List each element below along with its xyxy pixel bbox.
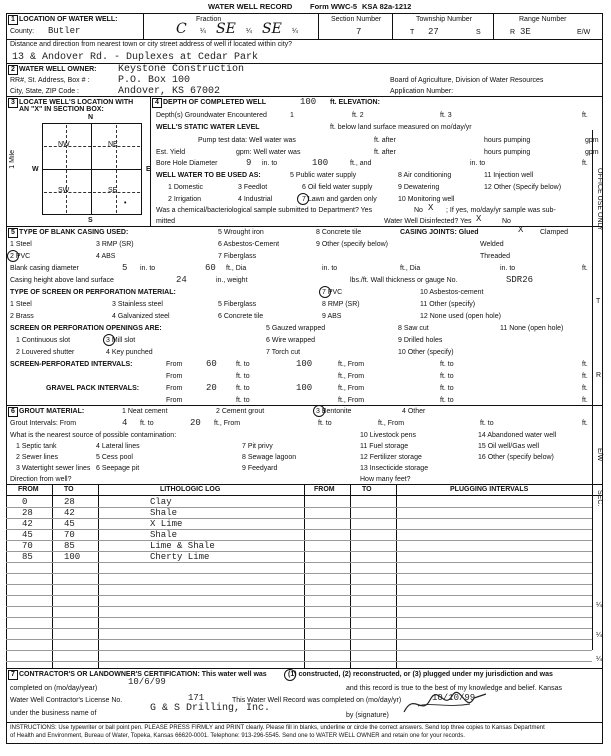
direction-label: Direction from well? [10,476,72,483]
one-mile-label: 1 Mile [9,150,16,169]
log-to: 85 [64,541,75,551]
bore-depth: 100 [312,158,329,168]
gravel-pack-label: GRAVEL PACK INTERVALS: [46,385,140,392]
county-label: County: [10,28,35,35]
section-5-number: 5 [8,228,18,238]
screen-material-label: TYPE OF SCREEN OR PERFORATION MATERIAL: [10,289,176,296]
log-description: Shale [150,508,178,518]
disinfected-yes-mark: X [476,214,482,224]
chem-no-mark: X [428,203,434,213]
section-6-number: 6 [8,407,18,417]
business-name: G & S Drilling, Inc. [150,703,271,714]
log-from: 28 [22,508,33,518]
log-description: Clay [150,497,172,507]
static-level-label: WELL'S STATIC WATER LEVEL [156,124,260,131]
distance-label: Distance and direction from nearest town or city street address of well if located within city? [10,41,293,48]
screen-pvc-circled [319,286,331,298]
casing-type-label: TYPE OF BLANK CASING USED: [19,229,129,236]
casing-diameter-label: Blank casing diameter [10,265,79,272]
grout-material-label: GROUT MATERIAL: [19,408,85,415]
gravel-to: 100 [296,383,313,393]
signature-image [400,688,490,718]
owner-value: Keystone Construction [118,64,245,75]
perf-to: 100 [296,359,313,369]
locate-label-2: AN "X" IN SECTION BOX: [19,106,104,113]
log-from: 85 [22,552,33,562]
how-many-feet-label: How many feet? [360,476,411,483]
location-label: LOCATION OF WATER WELL: [19,16,118,23]
groundwater-label: Depth(s) Groundwater Encountered [156,112,267,119]
disinfected-label: Water Well Disinfected? Yes [384,218,472,225]
est-yield-label: Est. Yield [156,149,186,156]
section-7-number: 7 [8,670,18,680]
log-to: 28 [64,497,75,507]
county-value: Butler [48,26,81,36]
completed-label: completed on (mo/day/year) [10,685,98,692]
bentonite-circled [313,405,325,417]
business-name-label: under the business name of [10,710,97,717]
application-number-label: Application Number: [390,88,454,95]
grout-from: 4 [122,418,128,428]
township-label: Township Number [416,16,473,23]
bore-hole-label: Bore Hole Diameter [156,160,218,167]
log-description: Cherty Lime [150,552,210,562]
ksa-ref: KSA 82a-1212 [362,2,412,11]
address-label: RR#, St. Address, Box # : [10,77,90,84]
distance-value: 13 & Andover Rd. - Duplexes at Cedar Park [12,52,259,63]
casing-depth: 60 [205,263,216,273]
mill-slot-circled [103,334,115,346]
log-from: 42 [22,519,33,529]
locate-label-1: LOCATE WELL'S LOCATION WITH [19,99,134,106]
perf-from: 60 [206,359,217,369]
section-1-number: 1 [8,15,18,25]
fraction-1: C [176,21,187,37]
log-to: 70 [64,530,75,540]
section-number: 7 [356,27,362,37]
license-label: Water Well Contractor's License No. [10,697,123,704]
log-from: 45 [22,530,33,540]
openings-label: SCREEN OR PERFORATION OPENINGS ARE: [10,325,162,332]
log-from: 70 [22,541,33,551]
bore-diameter: 9 [246,158,252,168]
use-7-circled [297,193,309,205]
fraction-2: SE [216,21,236,37]
section-3-number: 3 [8,98,18,108]
section-4-number: 4 [152,98,162,108]
township-number: 27 [428,27,439,37]
chemical-sample-label: Was a chemical/bacteriological sample submitted to Department? Yes [156,207,373,214]
license-number: 171 [188,693,205,703]
log-from: 0 [22,497,28,507]
city-value: Andover, KS 67002 [118,86,221,97]
section-number-label: Section Number [331,16,382,23]
record-date: 10/10/99 [432,693,476,703]
city-label: City, State, ZIP Code : [10,88,79,95]
log-description: Shale [150,530,178,540]
grout-to: 20 [190,418,201,428]
perforated-intervals-label: SCREEN-PERFORATED INTERVALS: [10,361,133,368]
log-to: 100 [64,552,81,562]
form-title: WATER WELL RECORD [208,2,293,11]
completed-date: 10/6/99 [128,677,166,687]
casing-diameter: 5 [122,263,128,273]
board-label: Board of Agriculture, Division of Water Resources [390,77,544,84]
casing-pvc-circled [7,250,19,262]
fraction-label: Fraction [196,16,222,23]
log-to: 42 [64,508,75,518]
contamination-label: What is the nearest source of possible contamination: [10,432,177,439]
casing-height: 24 [176,275,187,285]
fraction-3: SE [262,21,282,37]
use-label: WELL WATER TO BE USED AS: [156,172,261,179]
wall-thickness: SDR26 [506,275,534,285]
well-location-mark: • [124,200,127,207]
casing-height-label: Casing height above land surface [10,277,114,284]
water-well-record-form: WATER WELL RECORD Form WWC-5 KSA 82a-1212 1 LOCATION OF WATER WELL: County: Butler Fraction C ¼ SE ¼ SE ¼ Section Number 7 Township Number T 27 S Range Number R 3E E/W Distance and direction from nearest town or city street address of well if located within city? 13 & Andover Rd. - Duplexes at Cedar Park 2 WATER WELL OWNER: Keystone Construction RR#, St. Address, Box # : P.O. Box 100 Board of Agriculture, Division of Water Resources City, State, ZIP Code : Andover, KS 67002 Application Number: 3 LOCATE WELL'S LOCATION WITH AN "X" IN SECTION BOX: N S W E 1 Mile NW NE SW SE • 4 DEPTH OF COMPLETED WELL 100 ft. ELEVATION: Depth(s) Groundwater Encountered 1 ft. 2 ft. 3 ft. WELL'S STATIC WATER LEVEL ft. below land surface measured on mo/day/yr Pump test data: Well water was ft. after hours pumping gpm Est. Yield gpm: Well water was ft. after hours pumping gpm Bore Hole Diameter 9 in. to 100 ft., and in. to ft. WELL WATER TO BE USED AS: 5 Public water supply 8 Air conditioning 11 Injection well 1 Domestic 3 Feedlot 6 Oil field water supply 9 Dewatering 12 Other (Specify below) 2 Irrigation 4 Industrial 7 Lawn and garden only 10 Monitoring well Was a chemical/bacteriological sample submitted to Department? Yes No X ; If yes, mo/day/yr sample was sub- mitted Water Well Disinfected? Yes X No 5 TYPE OF BLANK CASING USED: 5 Wrought iron 8 Concrete tile CASING JOINTS: Glued X Clamped 1 Steel 3 RMP (SR) 6 Asbestos-Cement 9 Other (specify below) Welded 2 PVC 4 ABS 7 Fiberglass Threaded Blank casing diameter 5 in. to 60 ft., Dia in. to ft., Dia in. to ft. Casing height above land surface 24 in., weight lbs./ft. Wall thickness or gauge No. SDR26 TYPE OF SCREEN OR PERFORATION MATERIAL: 7 PVC 10 Asbestos-cement 1 Steel 3 Stainless steel 5 Fiberglass 8 RMP (SR) 11 Other (specify) 2 Brass 4 Galvanized steel 6 Concrete tile 9 ABS 12 None used (open hole) SCREEN OR PERFORATION OPENINGS ARE: 5 Gauzed wrapped 8 Saw cut 11 None (open hole) 1 Continuous slot 3 Mill slot 6 Wire wrapped 9 Drilled holes 2 Louvered shutter 4 Key punched 7 Torch cut 10 Other (specify) SCREEN-PERFORATED INTERVALS: From 60 ft. to 100 ft., From ft. to ft. From ft. to ft., From ft. to ft. GRAVEL PACK INTERVALS: From 20 ft. to 100 ft., From ft. to ft. From ft. to ft., From ft. to ft. 6 GROUT MATERIAL: 1 Neat cement 2 Cement grout 3 Bentonite 4 Other Grout Intervals: From 4 ft. to 20 ft., From ft. to ft., From ft. to ft. What is the nearest source of possible contamination: 10 Livestock pens 14 Abandoned water well 1 Septic tank 4 Lateral lines 7 Pit privy 11 Fuel storage 15 Oil well/Gas well 2 Sewer lines 5 Cess pool 8 Sewage lagoon 12 Fertilizer storage 16 Other (specify below) 3 Watertight sewer lines 6 Seepage pit 9 Feedyard 13 Insecticide storage Direction from well? How many feet? FROM TO LITHOLOGIC LOG FROM TO PLUGGING INTERVALS 0 28 Clay 28 42 Shale 42 45 X Lime 45 70 Shale 70 85 Lime & Shale 85 100 Cherty Lime 7 CONTRACTOR'S OR LANDOWNER'S CERTIFICATION: This water well was (1) constructed, (2) reconstructed, or (3) plugged under my jurisdiction and was completed on (mo/day/year) 10/6/99 and this record is true to the best of my knowledge and belief. Kansas Water Well Contractor's License No. 171 This Water Well Record was completed on (mo/day/yr) 10/10/99 under the business name of G & S Drilling, Inc. by (signature) INSTRUCTIONS: Use typewriter or ball point pen. PLEASE PRESS FIRMLY and PRINT clearly. Please fill in blanks, underline or circle the correct answers. Send top three copies to Kansas Department of Health and Environment, Bureau of Water, Topeka, Kansas 66620-0001. Telephone: 913-296-5545. Send one to WATER WELL OWNER and retain one for your records. OFFICE USE ONLY T R E/W SEC. ¼ ¼ ¼ [0,0,611,756]
log-description: X Lime [150,519,183,529]
log-to: 45 [64,519,75,529]
owner-label: WATER WELL OWNER: [19,66,97,73]
pump-test-label: Pump test data: Well water was [198,137,296,144]
grout-intervals-label: Grout Intervals: From [10,420,77,427]
office-use-label: OFFICE USE ONLY [596,168,603,231]
log-description: Lime & Shale [150,541,215,551]
range-number: 3E [520,27,531,37]
range-label: Range Number [519,16,567,23]
joints-glued-mark: X [518,225,524,235]
address-value: P.O. Box 100 [118,75,191,86]
certification-label: CONTRACTOR'S OR LANDOWNER'S CERTIFICATION: This water well was [19,671,267,678]
depth-label: DEPTH OF COMPLETED WELL [163,99,267,106]
depth-value: 100 [300,97,317,107]
section-2-number: 2 [8,65,18,75]
gravel-from: 20 [206,383,217,393]
instructions-line-1: INSTRUCTIONS: Use typewriter or ball point pen. PLEASE PRESS FIRMLY and PRINT clearly. Please fill in blanks, underline or circle the correct answers. Send top three copies to Kansas Department [10,725,545,731]
form-number: Form WWC-5 [310,2,358,11]
signature-label: by (signature) [346,712,389,719]
instructions-line-2: of Health and Environment, Bureau of Water, Topeka, Kansas 66620-0001. Telephone: 913-296-5545. Send one to WATER WELL OWNER and retain one for your records. [10,733,465,739]
